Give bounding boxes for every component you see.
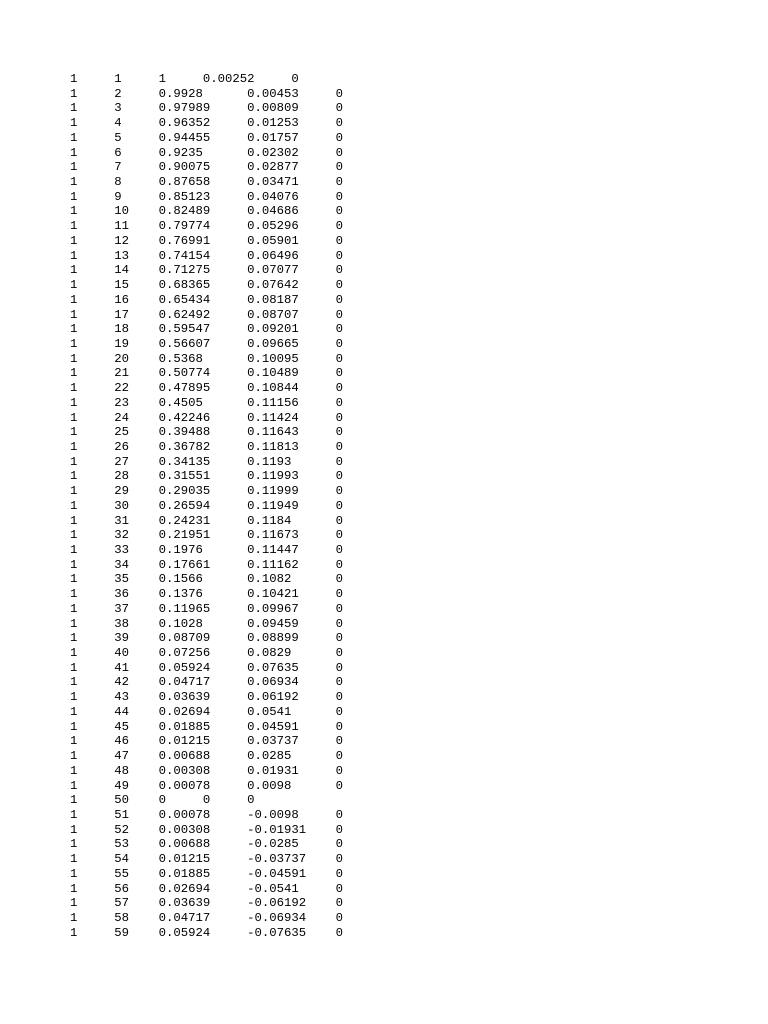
data-line: 1 1 1 0.00252 0 <box>70 72 299 86</box>
data-line: 1 35 0.1566 0.1082 0 <box>70 572 344 587</box>
data-line: 1 5 0.94455 0.01757 0 <box>70 130 344 145</box>
data-line: 1 40 0.07256 0.0829 0 <box>70 646 344 661</box>
data-listing <box>70 72 343 940</box>
data-line: 1 54 0.01215 -0.03737 0 <box>70 852 344 867</box>
data-line: 1 55 0.01885 -0.04591 0 <box>70 866 344 881</box>
data-line: 1 6 0.9235 0.02302 0 <box>70 145 344 160</box>
data-line: 1 50 0 0 0 <box>70 793 255 808</box>
data-line: 1 27 0.34135 0.1193 0 <box>70 454 344 469</box>
data-line: 1 2 0.9928 0.00453 0 <box>70 86 344 101</box>
data-line: 1 42 0.04717 0.06934 0 <box>70 675 344 690</box>
data-line: 1 4 0.96352 0.01253 0 <box>70 116 344 131</box>
data-line: 1 48 0.00308 0.01931 0 <box>70 763 344 778</box>
data-line: 1 18 0.59547 0.09201 0 <box>70 322 344 337</box>
data-line: 1 46 0.01215 0.03737 0 <box>70 734 344 749</box>
data-line: 1 19 0.56607 0.09665 0 <box>70 336 344 351</box>
data-line: 1 56 0.02694 -0.0541 0 <box>70 881 344 896</box>
data-line: 1 49 0.00078 0.0098 0 <box>70 778 344 793</box>
data-line: 1 41 0.05924 0.07635 0 <box>70 660 344 675</box>
data-line: 1 11 0.79774 0.05296 0 <box>70 219 344 234</box>
data-line: 1 36 0.1376 0.10421 0 <box>70 587 344 602</box>
data-line: 1 28 0.31551 0.11993 0 <box>70 469 344 484</box>
data-line: 1 16 0.65434 0.08187 0 <box>70 292 344 307</box>
data-line: 1 7 0.90075 0.02877 0 <box>70 160 344 175</box>
data-line: 1 13 0.74154 0.06496 0 <box>70 248 344 263</box>
data-line: 1 58 0.04717 -0.06934 0 <box>70 910 344 925</box>
data-line: 1 9 0.85123 0.04076 0 <box>70 189 344 204</box>
data-line: 1 43 0.03639 0.06192 0 <box>70 690 344 705</box>
data-line: 1 32 0.21951 0.11673 0 <box>70 528 344 543</box>
data-line: 1 31 0.24231 0.1184 0 <box>70 513 344 528</box>
data-line: 1 30 0.26594 0.11949 0 <box>70 498 344 513</box>
data-line: 1 22 0.47895 0.10844 0 <box>70 381 344 396</box>
data-line: 1 17 0.62492 0.08707 0 <box>70 307 344 322</box>
data-line: 1 26 0.36782 0.11813 0 <box>70 439 344 454</box>
data-line: 1 38 0.1028 0.09459 0 <box>70 616 344 631</box>
data-line: 1 34 0.17661 0.11162 0 <box>70 557 344 572</box>
data-line: 1 47 0.00688 0.0285 0 <box>70 749 344 764</box>
data-line: 1 3 0.97989 0.00809 0 <box>70 101 344 116</box>
data-line: 1 51 0.00078 -0.0098 0 <box>70 807 344 822</box>
data-line: 1 52 0.00308 -0.01931 0 <box>70 822 344 837</box>
data-line: 1 15 0.68365 0.07642 0 <box>70 278 344 293</box>
data-line: 1 25 0.39488 0.11643 0 <box>70 425 344 440</box>
data-line: 1 44 0.02694 0.0541 0 <box>70 704 344 719</box>
data-line: 1 24 0.42246 0.11424 0 <box>70 410 344 425</box>
data-line: 1 33 0.1976 0.11447 0 <box>70 543 344 557</box>
data-line: 1 37 0.11965 0.09967 0 <box>70 601 344 616</box>
data-line: 1 10 0.82489 0.04686 0 <box>70 204 344 219</box>
data-line: 1 59 0.05924 -0.07635 0 <box>70 925 344 940</box>
data-line: 1 53 0.00688 -0.0285 0 <box>70 837 344 852</box>
data-line: 1 20 0.5368 0.10095 0 <box>70 351 344 366</box>
data-line: 1 39 0.08709 0.08899 0 <box>70 631 344 646</box>
data-line: 1 29 0.29035 0.11999 0 <box>70 484 344 499</box>
data-line: 1 45 0.01885 0.04591 0 <box>70 719 344 734</box>
data-line: 1 14 0.71275 0.07077 0 <box>70 263 344 278</box>
data-line: 1 57 0.03639 -0.06192 0 <box>70 896 344 911</box>
data-line: 1 21 0.50774 0.10489 0 <box>70 366 344 381</box>
data-line: 1 12 0.76991 0.05901 0 <box>70 233 344 248</box>
data-line: 1 8 0.87658 0.03471 0 <box>70 175 344 190</box>
data-line: 1 23 0.4505 0.11156 0 <box>70 395 344 410</box>
